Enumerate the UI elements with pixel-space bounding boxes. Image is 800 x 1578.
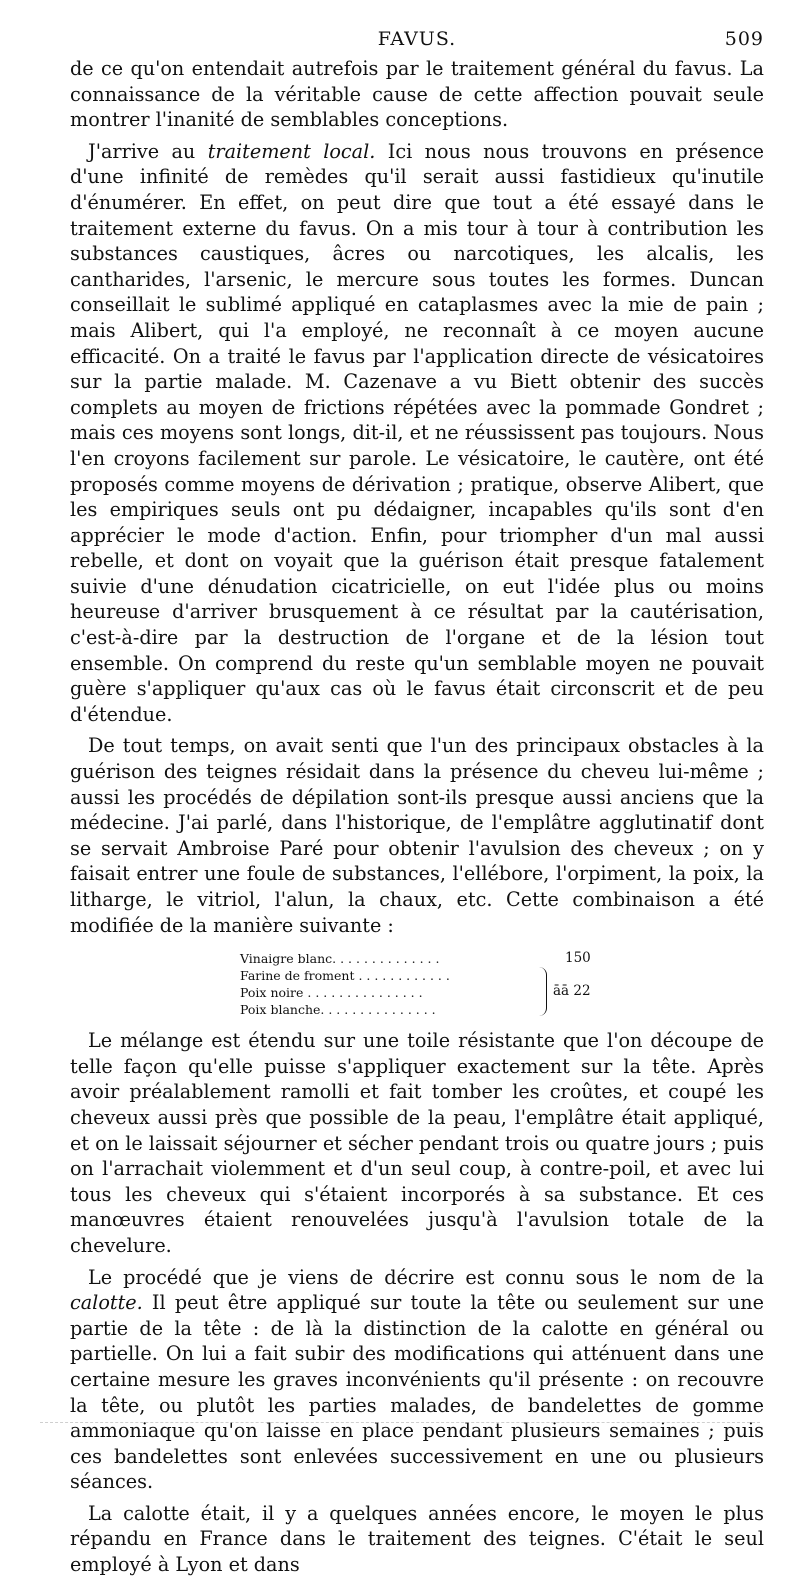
ingredient-name: Poix blanche. . . . . . . . . . . . . . . (240, 1002, 436, 1018)
paragraph-2 (70, 139, 764, 728)
page-number: 509 (724, 28, 764, 50)
paragraph-5-body: Il peut être appliqué sur toute la tête ou seulement sur une partie de la tête : de là la distinction de la calotte en général ou partielle. On lui a fait subir des modifications qui atténuent dans une certaine mesure les graves inconvénients qu'il présente : on recouvre la tête, ou plutôt les parties malades, de bandelettes de gomme ammoniaque qu'on laisse en place pendant plusieurs semaines ; puis ces bandelettes sont enlevées successivement en une ou plusieurs séances. (70, 1291, 764, 1494)
paragraph-1: de ce qu'on entendait autrefois par le traitement général du favus. La connaissance de la véritable cause de cette affection pouvait seule montrer l'inanité de semblables conceptions. (70, 57, 764, 132)
paragraph-5 (70, 1265, 764, 1495)
scan-edge-rule (40, 1422, 760, 1423)
ingredient-name: Vinaigre blanc. . . . . . . . . . . . . . (240, 951, 440, 967)
recipe-row (240, 1001, 640, 1018)
grouping-brace (538, 967, 547, 1016)
paragraph-2-emphasis: traitement local. (207, 139, 376, 163)
paragraph-4: Le mélange est étendu sur une toile résistante que l'on découpe de telle façon qu'elle puisse s'appliquer exactement sur la tête. Après avoir préalablement ramolli et fait tomber les croûtes, et coupé les cheveux aussi près que possible de la peau, l'emplâtre était appliqué, et on le laissait séjourner et sécher pendant trois ou quatre jours ; puis on l'arrachait violemment et d'un seul coup, à contre-poil, et avec lui tous les cheveux qui s'étaient incorporés à sa substance. Et ces manœuvres étaient renouvelées jusqu'à l'avulsion totale de la chevelure. (70, 1029, 764, 1257)
recipe-row (240, 950, 640, 967)
recipe-row (240, 967, 640, 984)
ingredient-name: Farine de froment . . . . . . . . . . . . (240, 968, 450, 984)
paragraph-2-lead: J'arrive au (88, 139, 208, 163)
paragraph-3: De tout temps, on avait senti que l'un des principaux obstacles à la guérison des teignes résidait dans la présence du cheveu lui-même ; aussi les procédés de dépilation sont-ils presque aussi anciens que la médecine. J'ai parlé, dans l'historique, de l'emplâtre agglutinatif dont se servait Ambroise Paré pour obtenir l'avulsion des cheveux ; on y faisait entrer une foule de substances, l'ellébore, l'orpiment, la poix, la litharge, le vitriol, l'alun, la chaux, etc. Cette combinaison a été modifiée de la manière suivante : (70, 734, 764, 937)
ingredient-name: Poix noire . . . . . . . . . . . . . . . (240, 985, 423, 1001)
grouped-quantity: āā 22 (553, 983, 591, 1000)
ingredient-quantity: 150 (565, 950, 591, 967)
paragraph-6: La calotte était, il y a quelques années encore, le moyen le plus répandu en France dans le traitement des teignes. C'était le seul employé à Lyon et dans (70, 1501, 764, 1577)
paragraph-5-emphasis: calotte. (70, 1291, 143, 1315)
running-head (70, 28, 764, 56)
body-text (70, 56, 764, 1578)
paragraph-2-body: Ici nous nous trouvons en présence d'une infinité de remèdes qu'il serait aussi fastidieux qu'inutile d'énumérer. En effet, on peut dire que tout a été essayé dans le traitement externe du favus. On a mis tour à tour à contribution les substances caustiques, âcres ou narcotiques, les alcalis, les cantharides, l'arsenic, le mercure sous toutes les formes. Duncan conseillait le sublimé appliqué en cataplasmes avec la mie de pain ; mais Alibert, qui l'a employé, ne reconnaît à ce moyen aucune efficacité. On a traité le favus par l'application directe de vésicatoires sur la partie malade. M. Cazenave a vu Biett obtenir des succès complets au moyen de frictions répétées avec la pommade Gondret ; mais ces moyens sont longs, dit-il, et ne réussissent pas toujours. Nous l'en croyons facilement sur parole. Le vésicatoire, le cautère, ont été proposés comme moyens de dérivation ; pratique, observe Alibert, que les empiriques seuls ont pu dédaigner, incapables qu'ils sont d'en apprécier le mode d'action. Enfin, pour triompher d'un mal aussi rebelle, et dont on voyait que la guérison était presque fatalement suivie d'une dénudation cicatricielle, on eut l'idée plus ou moins heureuse d'arriver brusquement à ce résultat par la cautérisation, c'est-à-dire par la destruction de l'organe et de la lésion tout ensemble. On comprend du reste qu'un semblable moyen ne pouvait guère s'appliquer qu'aux cas où le favus était circonscrit et de peu d'étendue. (70, 139, 765, 726)
recipe-table (240, 950, 640, 1018)
chapter-title: FAVUS. (377, 28, 457, 50)
paragraph-5-lead: Le procédé que je viens de décrire est connu sous le nom de la (88, 1265, 764, 1289)
